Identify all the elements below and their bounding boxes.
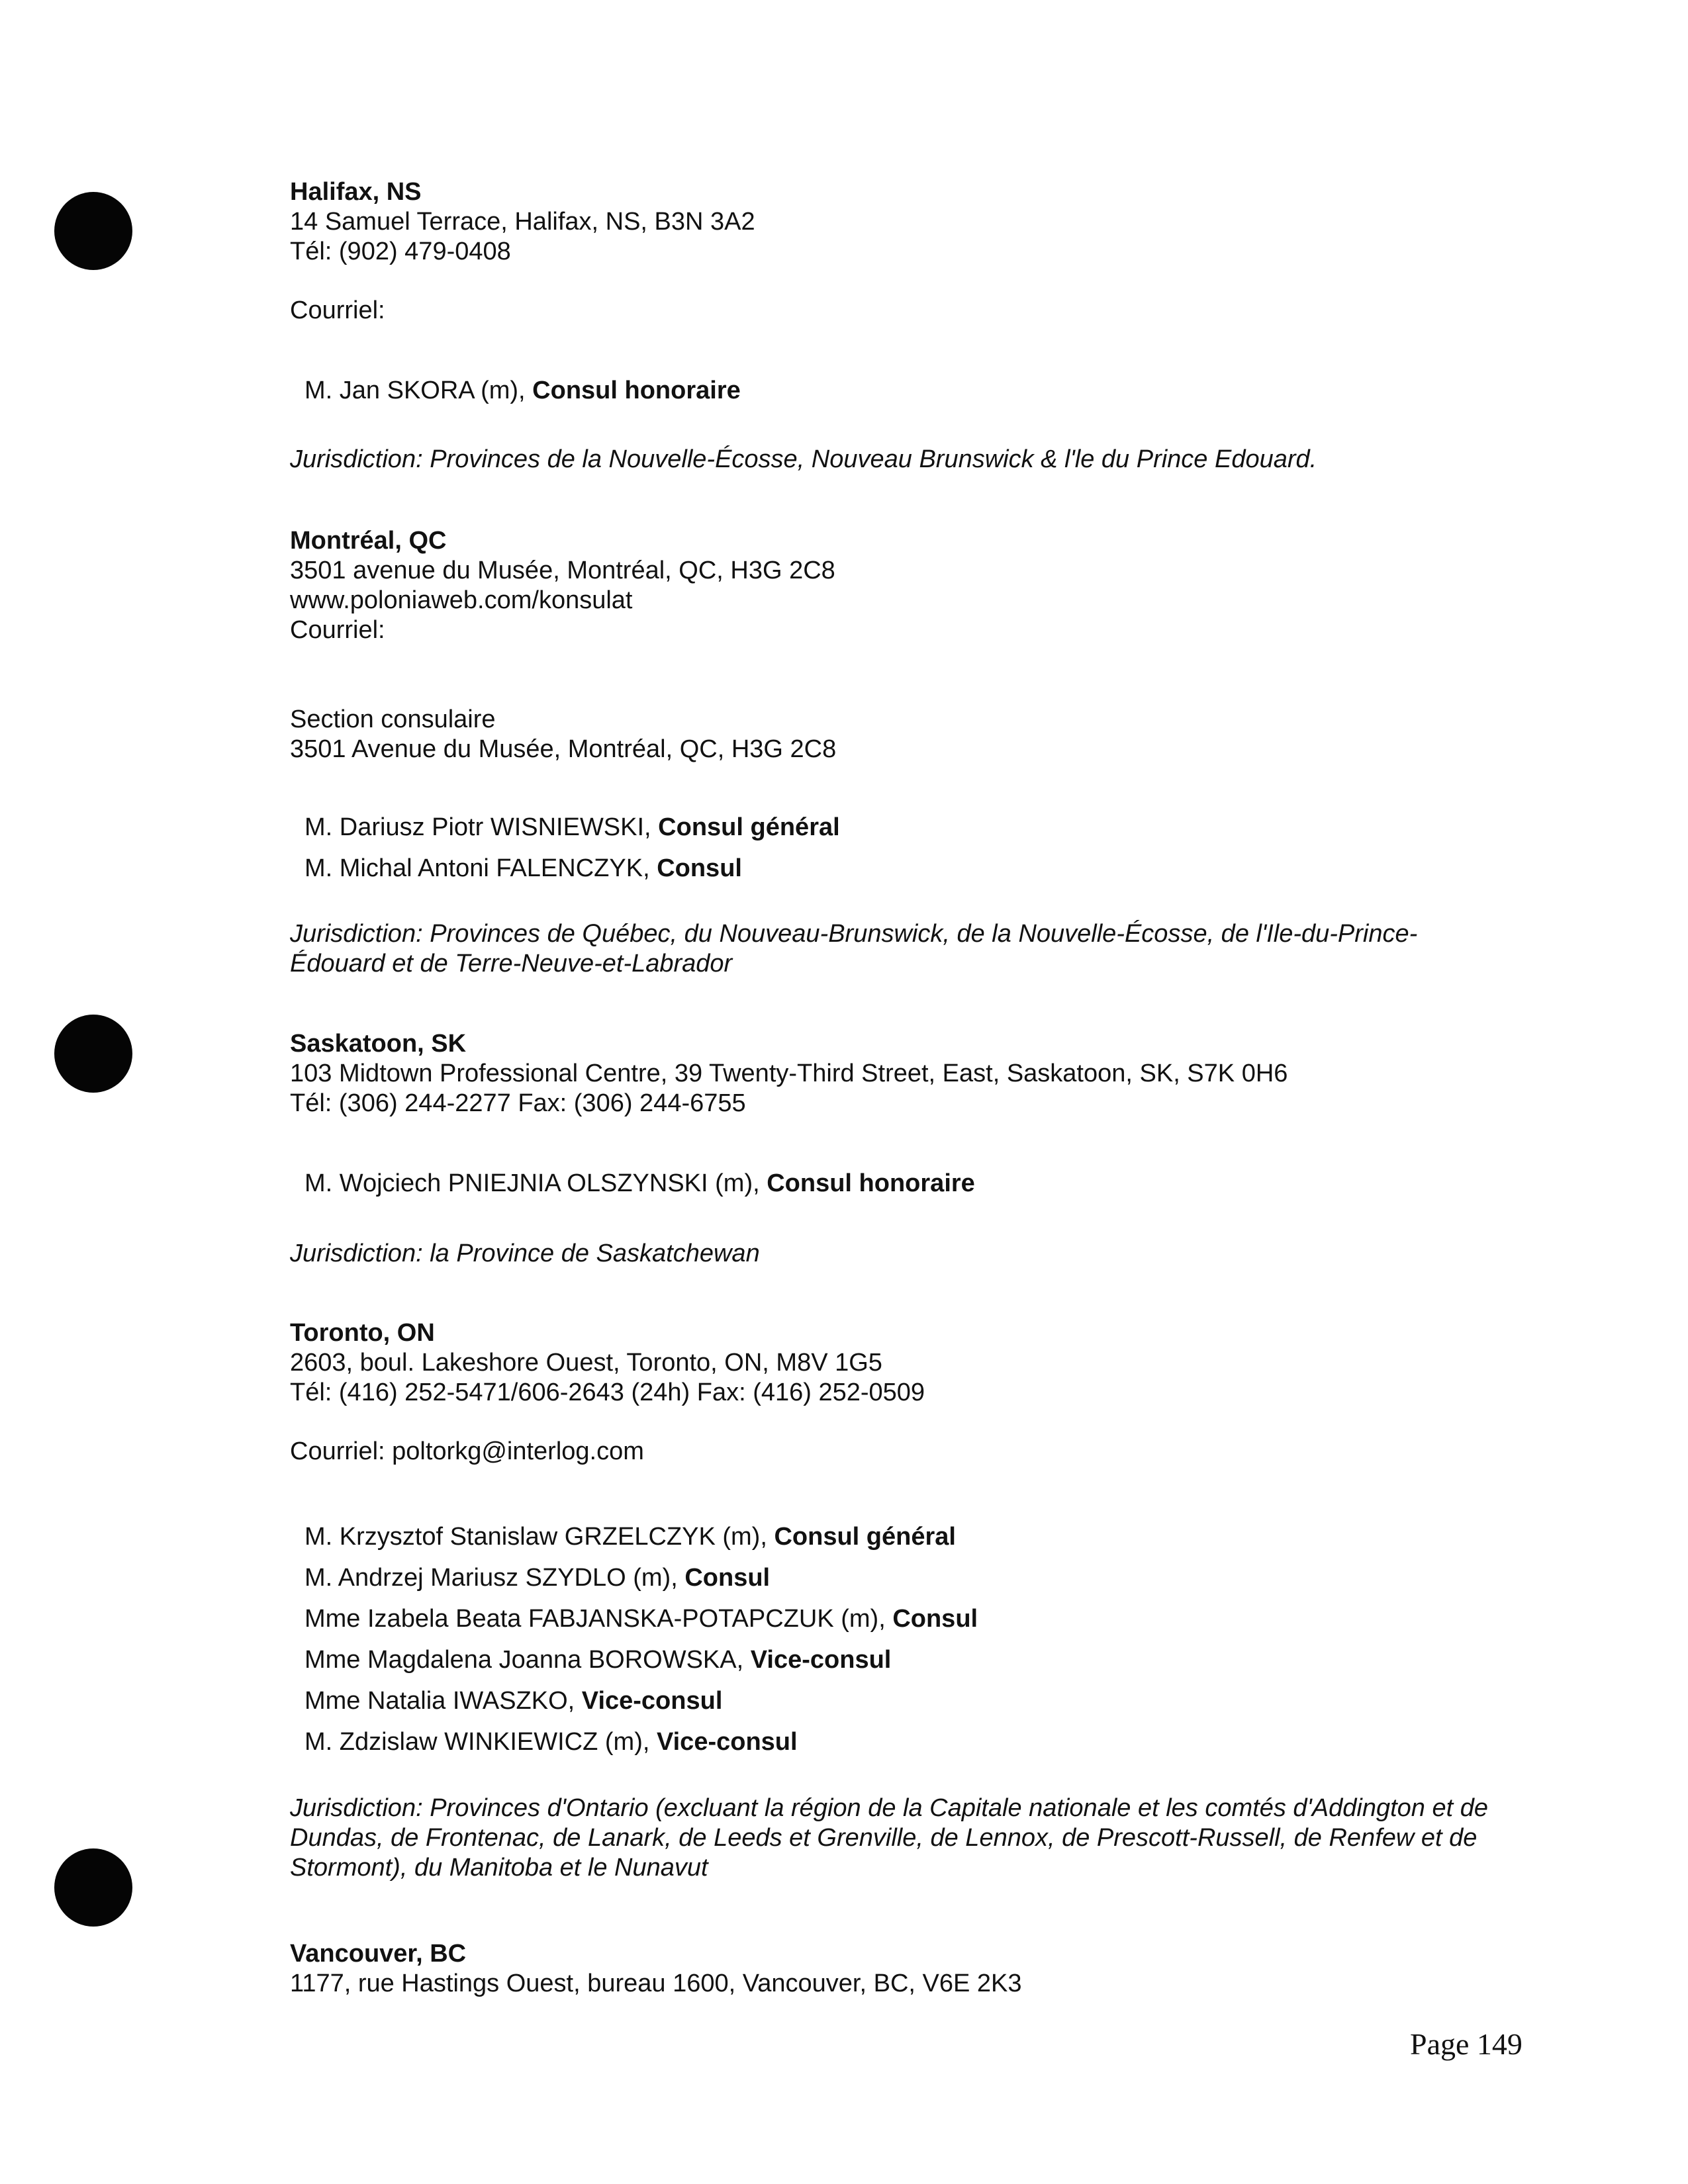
staff-member [305, 1557, 1628, 1598]
entry-montreal [290, 526, 1627, 645]
staff-title: Consul général [774, 1523, 956, 1551]
staff-member [305, 1163, 1628, 1204]
email-label: Courriel: [290, 616, 385, 644]
jurisdiction-text: Jurisdiction: Provinces d'Ontario (excluant la région de la Capitale nationale et les comtés d'Addington et de Dundas, de Frontenac, de Lanark, de Leeds et Grenville, de Lennox, de Prescott-Russell, de Renfew et de Stormont), du Manitoba et le Nunavut [290, 1794, 1488, 1882]
staff-member [305, 807, 1628, 848]
jurisdiction [290, 919, 1627, 979]
section-title: Section consulaire [290, 705, 496, 733]
email-line [290, 296, 1627, 326]
entry-halifax [290, 177, 1627, 267]
binder-hole-top [54, 192, 132, 270]
section-address: 3501 Avenue du Musée, Montréal, QC, H3G 2C8 [290, 735, 837, 763]
staff-name: M. Zdzislaw WINKIEWICZ (m), [305, 1728, 657, 1756]
staff-name: M. Jan SKORA (m), [305, 377, 533, 404]
staff-title: Consul [684, 1564, 771, 1592]
staff-title: Consul [657, 854, 742, 882]
email-label: Courriel: [290, 296, 385, 324]
entry-toronto [290, 1318, 1627, 1408]
entry-vancouver [290, 1939, 1627, 1999]
address: 3501 avenue du Musée, Montréal, QC, H3G 2C8 [290, 557, 835, 584]
email-address: Courriel: poltorkg@interlog.com [290, 1437, 644, 1465]
entry-saskatoon [290, 1029, 1627, 1118]
email-line [290, 1437, 1627, 1467]
staff-name: Mme Izabela Beata FABJANSKA-POTAPCZUK (m), [305, 1605, 893, 1633]
city-heading: Toronto, ON [290, 1319, 435, 1347]
address: 14 Samuel Terrace, Halifax, NS, B3N 3A2 [290, 208, 755, 236]
staff-name: M. Andrzej Mariusz SZYDLO (m), [305, 1564, 685, 1592]
staff-title: Vice-consul [750, 1646, 892, 1674]
staff-member [305, 1516, 1628, 1557]
city-heading: Halifax, NS [290, 178, 422, 206]
staff-member [305, 1721, 1628, 1762]
jurisdiction-text: Jurisdiction: la Province de Saskatchewan [290, 1240, 760, 1267]
address: 2603, boul. Lakeshore Ouest, Toronto, ON, M8V 1G5 [290, 1349, 882, 1377]
staff-list [305, 370, 1628, 411]
jurisdiction-text: Jurisdiction: Provinces de Québec, du Nouveau-Brunswick, de la Nouvelle-Écosse, de l'Ile-du-Prince-Édouard et de Terre-Neuve-et-Labrador [290, 920, 1418, 978]
staff-member [305, 370, 1628, 411]
binder-hole-middle [54, 1015, 132, 1093]
staff-name: Mme Natalia IWASZKO, [305, 1687, 582, 1715]
city-heading: Montréal, QC [290, 527, 447, 555]
binder-hole-bottom [54, 1848, 132, 1927]
staff-name: M. Krzysztof Stanislaw GRZELCZYK (m), [305, 1523, 774, 1551]
staff-name: M. Dariusz Piotr WISNIEWSKI, [305, 813, 659, 841]
phone: Tél: (306) 244-2277 Fax: (306) 244-6755 [290, 1089, 746, 1117]
staff-list [305, 1163, 1628, 1204]
staff-list [305, 1516, 1628, 1762]
jurisdiction [290, 445, 1627, 475]
staff-member [305, 848, 1628, 889]
section-consulaire [290, 705, 1627, 764]
city-heading: Vancouver, BC [290, 1940, 467, 1968]
address: 1177, rue Hastings Ouest, bureau 1600, Vancouver, BC, V6E 2K3 [290, 1970, 1022, 1997]
jurisdiction-text: Jurisdiction: Provinces de la Nouvelle-Écosse, Nouveau Brunswick & l'le du Prince Edouard. [290, 445, 1317, 473]
staff-list [305, 807, 1628, 889]
staff-name: M. Wojciech PNIEJNIA OLSZYNSKI (m), [305, 1169, 767, 1197]
phone: Tél: (902) 479-0408 [290, 238, 511, 265]
staff-title: Consul honoraire [767, 1169, 975, 1197]
page-number: Page 149 [1410, 2027, 1523, 2061]
staff-title: Consul honoraire [532, 377, 741, 404]
phone: Tél: (416) 252-5471/606-2643 (24h) Fax: (416) 252-0509 [290, 1379, 925, 1406]
jurisdiction [290, 1239, 1627, 1269]
staff-title: Vice-consul [581, 1687, 723, 1715]
staff-name: Mme Magdalena Joanna BOROWSKA, [305, 1646, 751, 1674]
website-link[interactable]: www.poloniaweb.com/konsulat [290, 586, 633, 614]
staff-title: Vice-consul [656, 1728, 798, 1756]
staff-member [305, 1639, 1628, 1680]
staff-name: M. Michal Antoni FALENCZYK, [305, 854, 657, 882]
staff-member [305, 1598, 1628, 1639]
jurisdiction [290, 1794, 1627, 1883]
city-heading: Saskatoon, SK [290, 1030, 467, 1058]
address: 103 Midtown Professional Centre, 39 Twenty-Third Street, East, Saskatoon, SK, S7K 0H6 [290, 1060, 1288, 1087]
staff-title: Consul [892, 1605, 978, 1633]
staff-title: Consul général [658, 813, 840, 841]
staff-member [305, 1680, 1628, 1721]
